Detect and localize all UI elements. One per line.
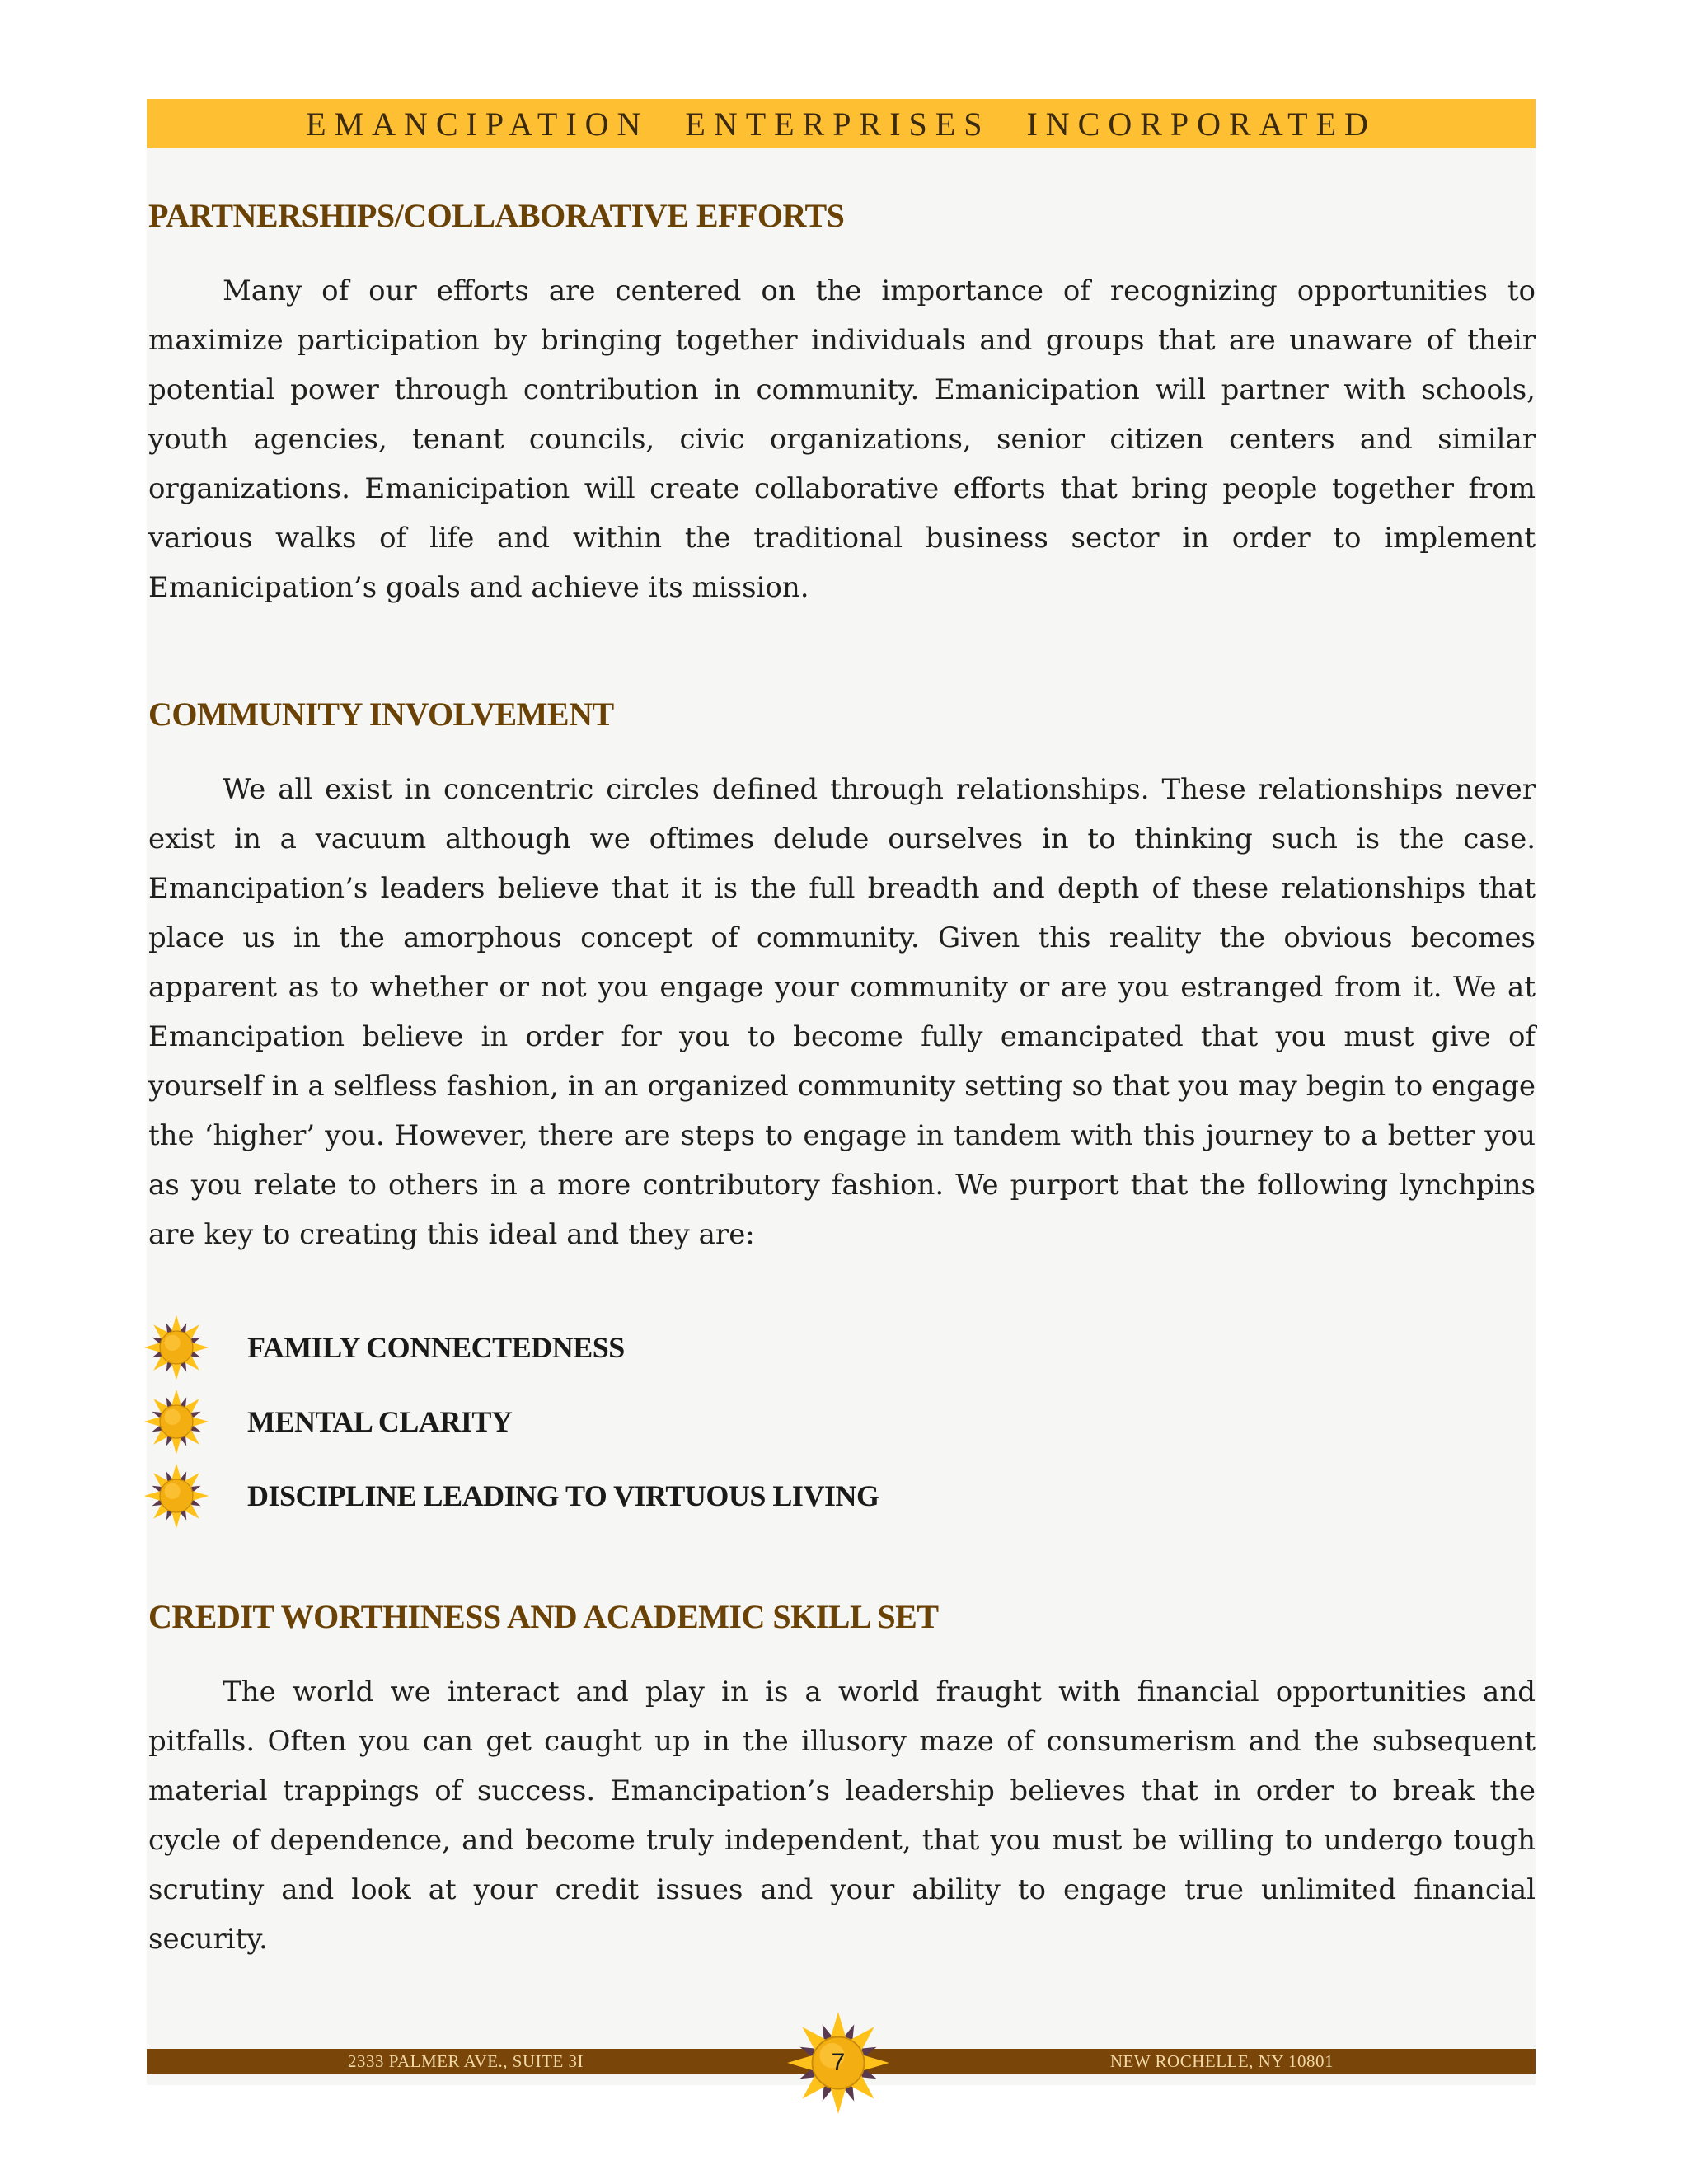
- list-item: [148, 1385, 1536, 1459]
- paragraph-credit-worthiness: The world we interact and play in is a world fraught with financial opportunities and pitfalls. Often you can get caught up in the illusory maze of consumerism and the subsequent material trappings of success. Emancipation’s leadership believes that in order to break the cycle of dependence, and become truly independent, that you must be willing to undergo tough scrutiny and look at your credit issues and your ability to engage true unlimited financial security.: [148, 1675, 1536, 1956]
- lynchpin-list: [148, 1310, 1536, 1533]
- page-number: 7: [831, 2049, 846, 2076]
- footer-city-address: NEW ROCHELLE, NY 10801: [1109, 2051, 1334, 2071]
- list-item: [148, 1310, 1536, 1385]
- list-item: [148, 1459, 1536, 1533]
- page-content: [148, 191, 1536, 1964]
- section-heading-credit-worthiness: CREDIT WORTHINESS AND ACADEMIC SKILL SET: [148, 1598, 939, 1635]
- sun-icon: [143, 1463, 209, 1529]
- company-title: EMANCIPATION ENTERPRISES INCORPORATED: [306, 105, 1376, 143]
- paragraph-community-involvement: We all exist in concentric circles defined through relationships. These relationships never exist in a vacuum although we oftimes delude ourselves in to thinking such is the case. Emancipation’s leaders believe that it is the full breadth and depth of these relationships that place us in the amorphous concept of community. Given this reality the obvious becomes apparent as to whether or not you engage your community or are you estranged from it. We at Emancipation believe in order for you to become fully emancipated that you must give of yourself in a selfless fashion, in an organized community setting so that you may begin to engage the ‘higher’ you. However, there are steps to engage in tandem with this journey to a better you as you relate to others in a more contributory fashion. We purport that the following lynchpins are key to creating this ideal and they are:: [148, 773, 1536, 1251]
- footer-street-address: 2333 PALMER AVE., SUITE 3I: [348, 2051, 584, 2071]
- sun-icon: [143, 1389, 209, 1455]
- lynchpin-label: MENTAL CLARITY: [247, 1405, 513, 1438]
- lynchpin-label: DISCIPLINE LEADING TO VIRTUOUS LIVING: [247, 1479, 879, 1512]
- lynchpin-label: FAMILY CONNECTEDNESS: [247, 1331, 625, 1364]
- section-heading-community-involvement: COMMUNITY INVOLVEMENT: [148, 696, 614, 733]
- paragraph-partnerships: Many of our efforts are centered on the importance of recognizing opportunities to maximize participation by bringing together individuals and groups that are unaware of their potential power through contribution in community. Emanicipation will partner with schools, youth agencies, tenant councils, civic organizations, senior citizen centers and similar organizations. Emanicipation will create collaborative efforts that bring people together from various walks of life and within the traditional business sector in order to implement Emanicipation’s goals and achieve its mission.: [148, 274, 1536, 604]
- section-heading-partnerships: PARTNERSHIPS/COLLABORATIVE EFFORTS: [148, 197, 845, 234]
- header-bar: [147, 99, 1536, 148]
- sun-icon: [143, 1315, 209, 1380]
